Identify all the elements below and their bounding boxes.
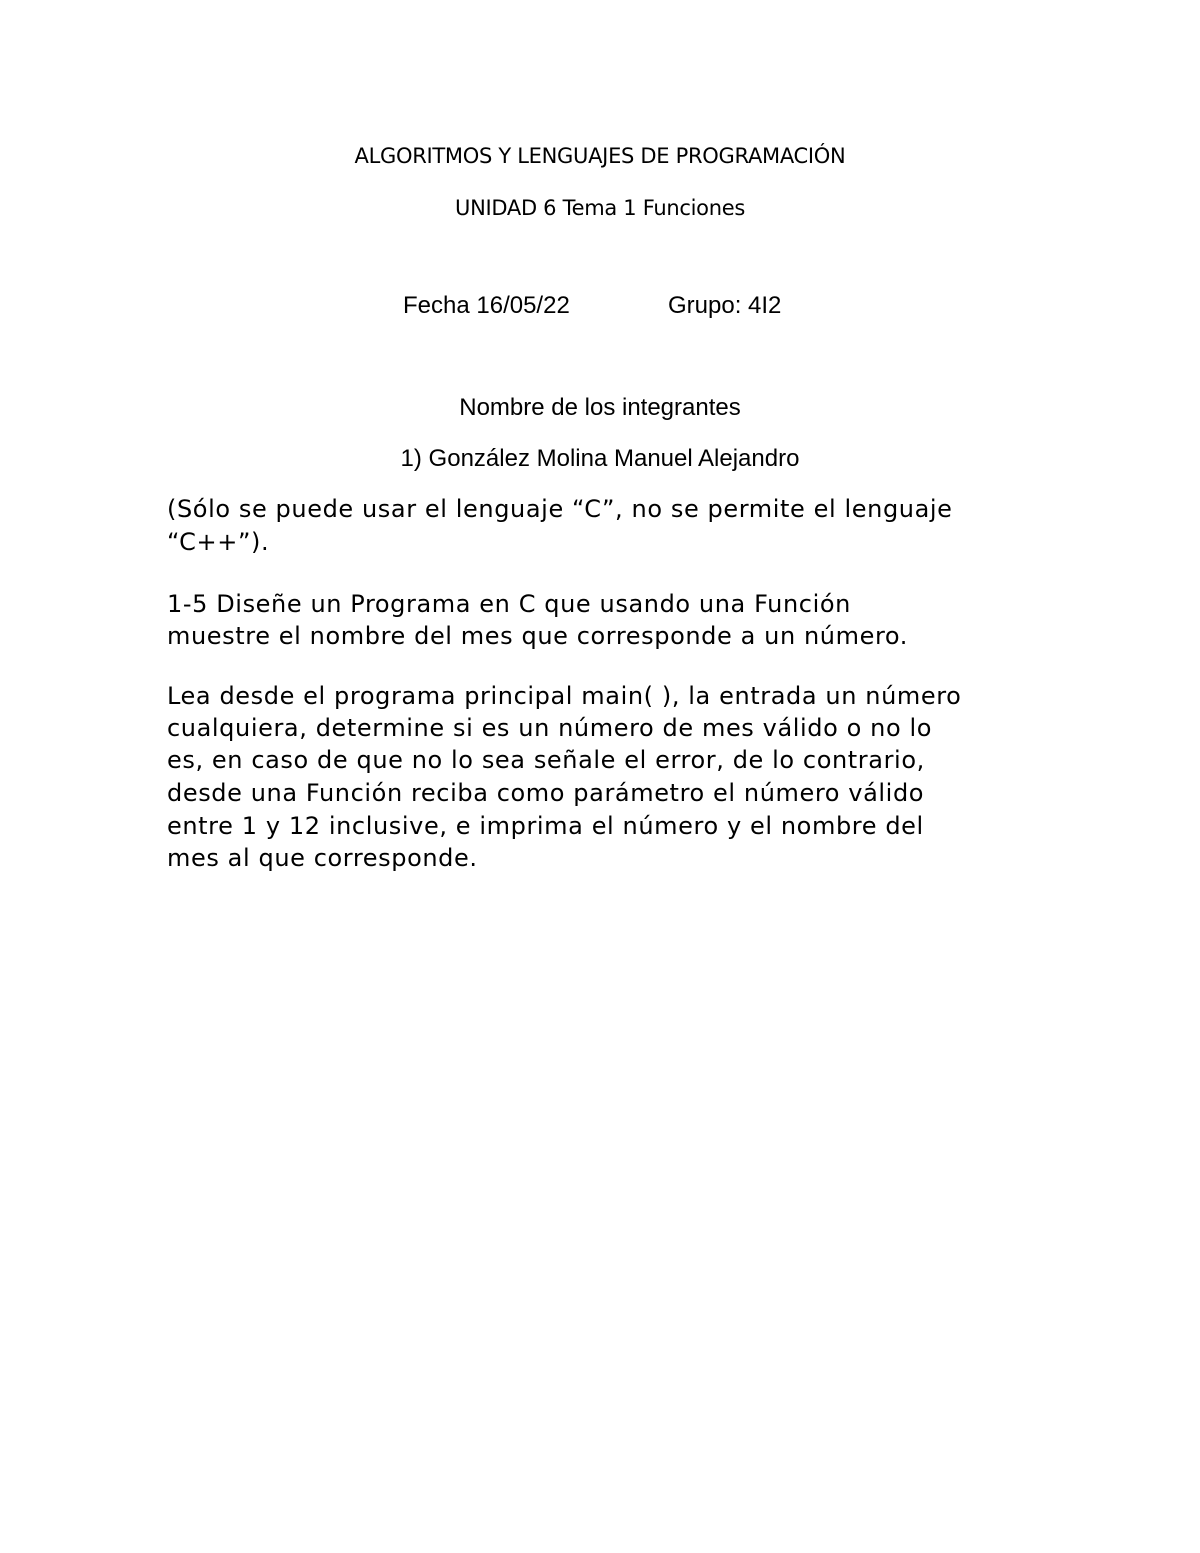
instructions-line: mes al que corresponde. — [167, 844, 478, 872]
document-subtitle: UNIDAD 6 Tema 1 Funciones — [455, 196, 745, 220]
instructions-line: entre 1 y 12 inclusive, e imprima el número y el nombre del — [167, 812, 924, 840]
restriction-line: “C++”). — [167, 528, 270, 556]
fecha-label: Fecha 16/05/22 — [403, 292, 570, 319]
instructions-line: desde una Función reciba como parámetro el número válido — [167, 779, 925, 807]
restriction-line: (Sólo se puede usar el lenguaje “C”, no se permite el lenguaje — [167, 495, 953, 523]
integrante-1: 1) González Molina Manuel Alejandro — [400, 445, 800, 472]
problem-line: 1-5 Diseñe un Programa en C que usando una Función — [167, 590, 851, 618]
grupo-label: Grupo: 4I2 — [668, 292, 782, 319]
instructions-line: Lea desde el programa principal main( ), la entrada un número — [167, 682, 962, 710]
document-title: ALGORITMOS Y LENGUAJES DE PROGRAMACIÓN — [354, 144, 846, 168]
instructions-line: cualquiera, determine si es un número de mes válido o no lo — [167, 714, 933, 742]
problem-line: muestre el nombre del mes que corresponde a un número. — [167, 622, 908, 650]
instructions-line: es, en caso de que no lo sea señale el error, de lo contrario, — [167, 746, 925, 774]
integrantes-heading: Nombre de los integrantes — [459, 394, 741, 421]
